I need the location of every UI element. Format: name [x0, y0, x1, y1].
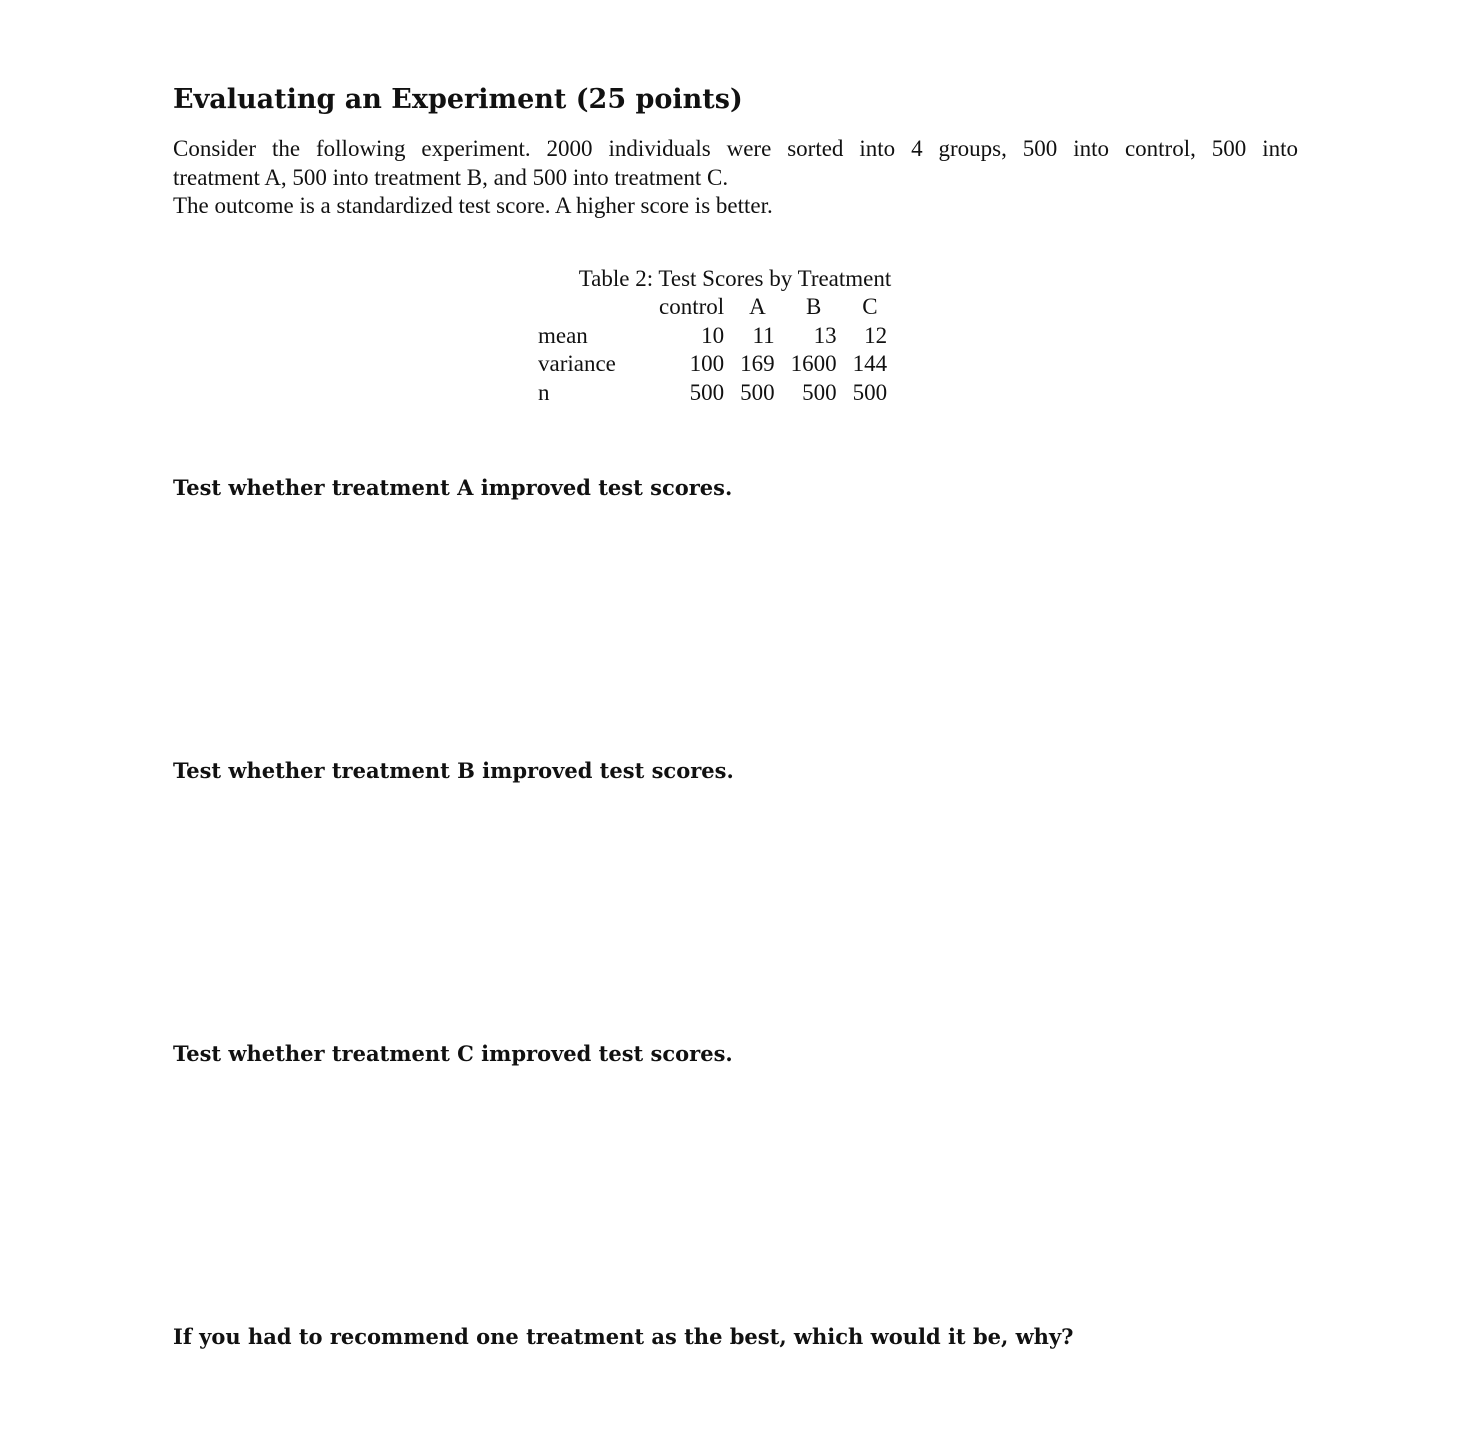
table-cell: 100	[689, 351, 725, 376]
table-cell: 500	[802, 379, 837, 405]
row-label-mean: mean	[538, 322, 588, 348]
question-recommendation: If you had to recommend one treatment as the best, which would it be, why?	[173, 1324, 1074, 1349]
table-cell: 144	[852, 351, 888, 376]
table-cell: 11	[752, 322, 775, 348]
table-header-row	[530, 293, 895, 322]
table-cell: 500	[740, 379, 775, 405]
table-row	[530, 350, 895, 379]
column-header-c: C	[862, 294, 878, 319]
intro-line-2: treatment A, 500 into treatment B, and 500 into treatment C.	[173, 164, 729, 190]
intro-line-1: Consider the following experiment. 2000 individuals were sorted into 4 groups, 500 into control, 500 into	[173, 136, 1298, 161]
row-label-variance: variance	[538, 351, 616, 376]
question-treatment-b: Test whether treatment B improved test scores.	[173, 758, 734, 783]
table-cell: 500	[852, 379, 888, 405]
question-treatment-c: Test whether treatment C improved test scores.	[173, 1041, 733, 1066]
header-spacer	[530, 293, 651, 322]
scores-table-block	[530, 265, 940, 407]
table-cell: 1600	[790, 351, 837, 376]
row-label-n: n	[538, 379, 550, 405]
question-treatment-a: Test whether treatment A improved test scores.	[173, 475, 733, 500]
intro-paragraph	[173, 135, 1298, 221]
intro-line-3: The outcome is a standardized test score. A higher score is better.	[173, 193, 773, 218]
table-cell: 169	[740, 351, 775, 376]
column-header-a: A	[749, 294, 766, 319]
section-title: Evaluating an Experiment (25 points)	[173, 84, 743, 115]
column-header-control: control	[659, 294, 725, 319]
table-cell: 500	[689, 379, 725, 405]
column-header-b: B	[805, 294, 822, 319]
scores-table	[530, 293, 895, 407]
table-row	[530, 322, 895, 351]
table-cell: 10	[701, 322, 725, 348]
table-caption: Table 2: Test Scores by Treatment	[578, 266, 892, 291]
table-cell: 12	[864, 322, 888, 348]
table-cell: 13	[813, 322, 837, 348]
table-row	[530, 379, 895, 408]
